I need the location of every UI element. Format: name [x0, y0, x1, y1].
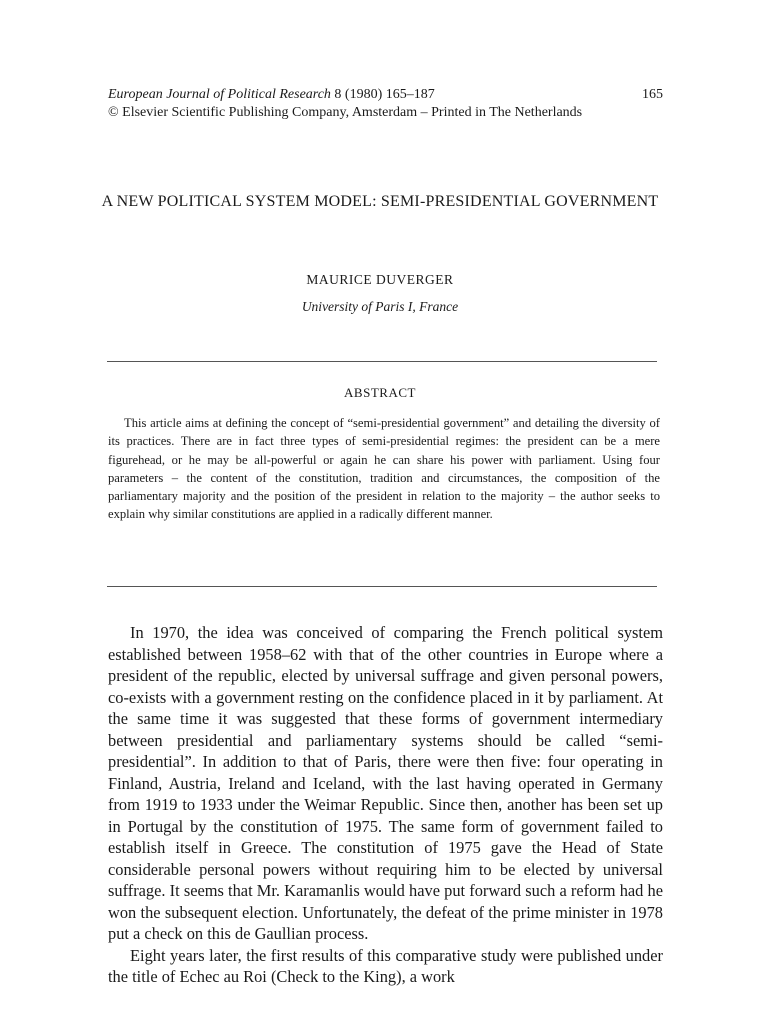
abstract-heading: ABSTRACT [344, 385, 416, 400]
article-title: A NEW POLITICAL SYSTEM MODEL: SEMI-PRESIDENTIAL GOVERNMENT [101, 193, 659, 210]
body-paragraph: Eight years later, the first results of this comparative study were published under the title of Echec au Roi (Check to the King), a work [108, 945, 663, 986]
author-name: MAURICE DUVERGER [306, 272, 454, 287]
page-number: 165 [642, 87, 663, 102]
article-body [108, 622, 663, 988]
top-divider [107, 361, 657, 362]
journal-header-line [108, 86, 663, 104]
body-paragraph: In 1970, the idea was conceived of comparing the French political system established between 1958–62 with that of the other countries in Europe where a president of the republic, elected by universal suffrage and given personal powers, co-exists with a government resting on the confidence placed in it by parliament. At the same time it was suggested that these forms of government intermediary between presidential and parliamentary systems should be called “semi-presidential”. In addition to that of Paris, there were then five: four operating in Finland, Austria, Ireland and Iceland, with the last having operated in Germany from 1919 to 1933 under the Weimar Republic. Since then, another has been set up in Portugal by the constitution of 1975. The same form of government failed to establish itself in Greece. The constitution of 1975 gave the Head of State considerable personal powers without requiring him to be elected by universal suffrage. It seems that Mr. Karamanlis would have put forward such a reform had he won the subsequent election. Unfortunately, the defeat of the prime minister in 1978 put a check on this de Gaullian process. [108, 623, 663, 943]
journal-citation [108, 86, 435, 104]
abstract-text: This article aims at defining the concept of “semi-presidential government” and detailing the diversity of its practices. There are in fact three types of semi-presidential regimes: the president can be a mere figurehead, or he may be all-powerful or again he can share his power with parliament. Using four parameters – the content of the constitution, tradition and circumstances, the composition of the parliamentary majority and the position of the president in relation to the majority – the author seeks to explain why similar constitutions are applied in a radically different manner. [108, 416, 660, 522]
publisher-line: © Elsevier Scientific Publishing Company, Amsterdam – Printed in The Netherlands [108, 105, 583, 120]
bottom-divider [107, 586, 657, 587]
author-affiliation: University of Paris I, France [301, 299, 459, 314]
journal-name: European Journal of Political Research [108, 87, 331, 102]
volume-pages: 8 (1980) 165–187 [330, 87, 435, 102]
